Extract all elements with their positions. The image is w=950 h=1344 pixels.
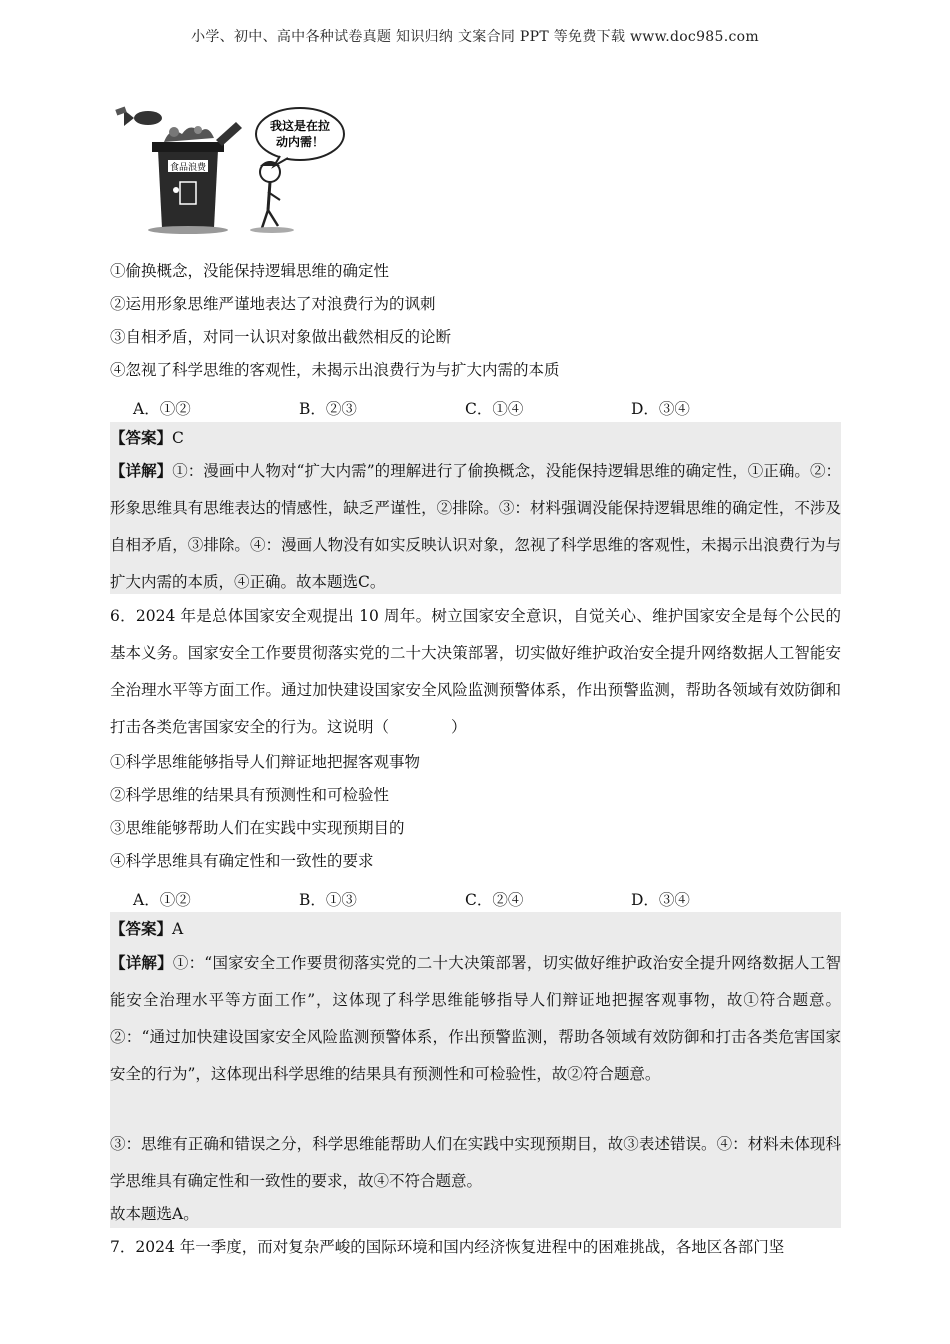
q6-answer [110, 921, 183, 938]
q6-option-a[interactable]: A．①② [133, 891, 191, 909]
q6-statement-2: ②科学思维的结果具有预测性和可检验性 [110, 786, 390, 804]
q6-detail-2: ③：思维有正确和错误之分，科学思维能帮助人们在实践中实现预期目，故③表述错误。④：材料未体现科学思维具有确定性和一致性的要求，故④不符合题意。 [110, 1135, 841, 1190]
q7-stem: 7．2024 年一季度，而对复杂严峻的国际环境和国内经济恢复进程中的困难挑战，各地区各部门坚 [110, 1238, 785, 1256]
q5-answer [110, 430, 184, 447]
answer-value: C [172, 429, 184, 447]
trash-bin-icon [148, 122, 242, 234]
q6-option-c[interactable]: C．②④ [465, 891, 524, 909]
detail-text: ①：“国家安全工作要贯彻落实党的二十大决策部署，切实做好维护政治安全提升网络数据人工智能安全治理水平等方面工作”，这体现了科学思维能够指导人们辩证地把握客观事物，故①符合题意。②：“通过加快建设国家安全风险监测预警体系，作出预警监测，帮助各领域有效防御和打击各类危害国家安全的行为”，这体现出科学思维的结果具有预测性和可检验性，故②符合题意。 [110, 954, 841, 1083]
q6-statement-4: ④科学思维具有确定性和一致性的要求 [110, 852, 374, 870]
q5-options [133, 397, 797, 419]
detail-text: ①：漫画中人物对“扩大内需”的理解进行了偷换概念，没能保持逻辑思维的确定性，①正确。②：形象思维具有思维表达的情感性，缺乏严谨性，②排除。③：材料强调没能保持逻辑思维的确定性，不涉及自相矛盾，③排除。④：漫画人物没有如实反映认识对象，忽视了科学思维的客观性，未揭示出浪费行为与扩大内需的本质，④正确。故本题选C。 [110, 462, 841, 591]
q5-option-d[interactable]: D．③④ [631, 400, 690, 418]
answer-label: 【答案】 [110, 919, 173, 938]
detail-label: 【详解】 [110, 461, 173, 480]
q6-option-b[interactable]: B．①③ [299, 891, 357, 909]
speech-line-2: 动内需！ [275, 135, 325, 149]
detail-label: 【详解】 [110, 953, 173, 972]
q5-option-a[interactable]: A．①② [133, 400, 191, 418]
q6-detail [110, 944, 841, 1093]
q5-option-b[interactable]: B．②③ [299, 400, 357, 418]
q5-statement-1: ①偷换概念，没能保持逻辑思维的确定性 [110, 262, 390, 280]
q6-statement-1: ①科学思维能够指导人们辩证地把握客观事物 [110, 753, 421, 771]
speech-line-1: 我这是在拉 [269, 119, 331, 133]
answer-label: 【答案】 [110, 428, 173, 447]
q6-conclusion: 故本题选A。 [110, 1205, 199, 1223]
q5-statement-2: ②运用形象思维严谨地表达了对浪费行为的讽刺 [110, 295, 436, 313]
fish-icon [115, 106, 162, 126]
q5-option-c[interactable]: C．①④ [465, 400, 524, 418]
q6-options [133, 888, 797, 910]
q6-statement-3: ③思维能够帮助人们在实践中实现预期目的 [110, 819, 405, 837]
q6-stem: 6．2024 年是总体国家安全观提出 10 周年。树立国家安全意识，自觉关心、维护国家安全是每个公民的基本义务。国家安全工作要贯彻落实党的二十大决策部署，切实做好维护政治安全提升网络数据人工智能安全治理水平等方面工作。通过加快建设国家安全风险监测预警体系，作出预警监测，帮助各领域有效防御和打击各类危害国家安全的行为。这说明（ ） [110, 607, 841, 736]
answer-value: A [172, 920, 184, 938]
person-figure [250, 161, 294, 233]
q5-detail [110, 452, 841, 601]
q5-statement-4: ④忽视了科学思维的客观性，未揭示出浪费行为与扩大内需的本质 [110, 361, 560, 379]
page-header: 小学、初中、高中各种试卷真题 知识归纳 文案合同 PPT 等免费下载 www.doc985.com [191, 29, 759, 45]
cartoon-image [108, 100, 348, 240]
bin-label: 食品浪费 [169, 163, 207, 173]
q5-statement-3: ③自相矛盾，对同一认识对象做出截然相反的论断 [110, 328, 452, 346]
speech-bubble [256, 108, 344, 166]
q6-option-d[interactable]: D．③④ [631, 891, 690, 909]
